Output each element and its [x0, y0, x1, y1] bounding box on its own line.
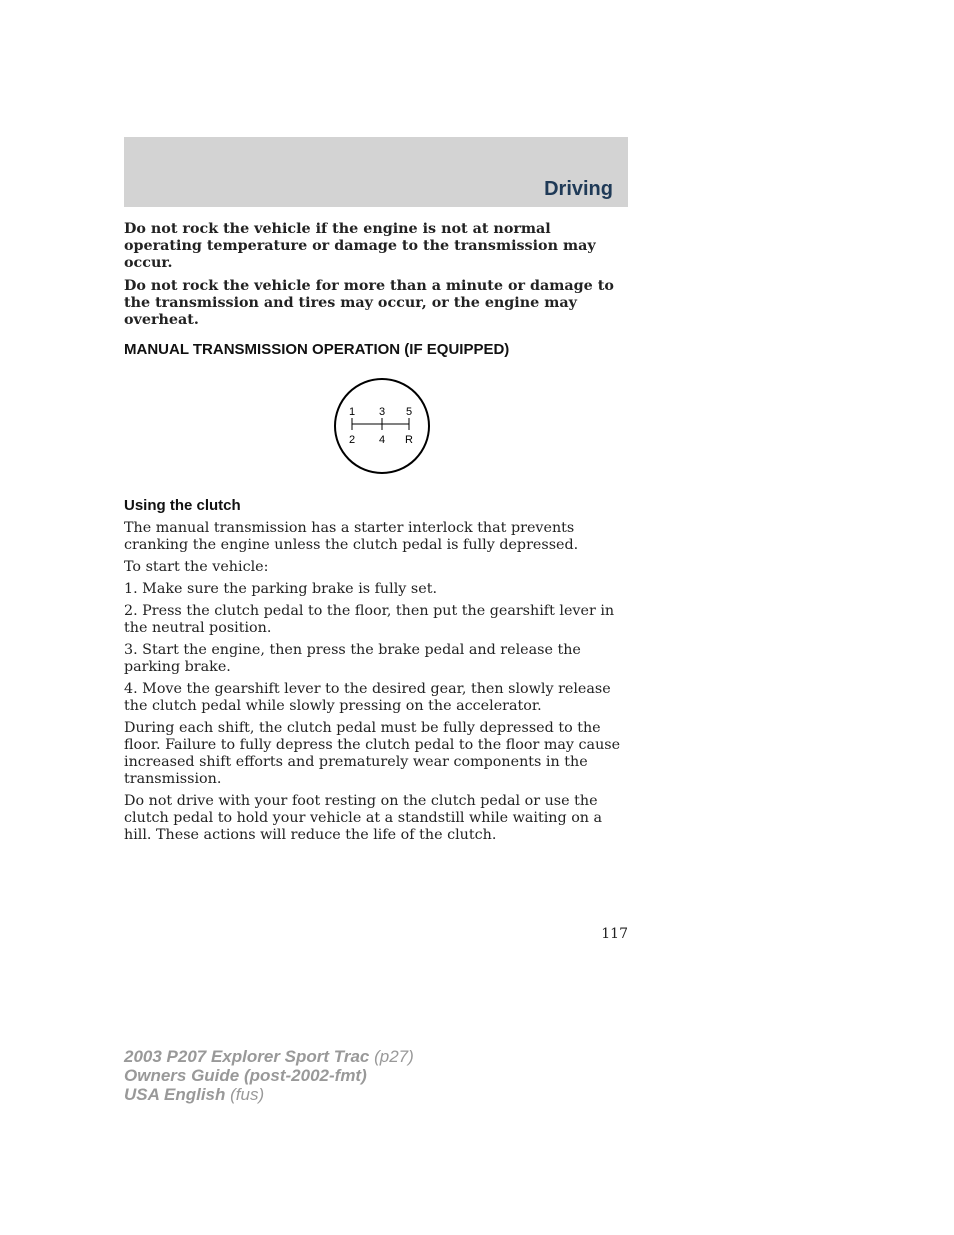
step-item: 2. Press the clutch pedal to the floor, then put the gearshift lever in the neutral position.: [124, 603, 615, 636]
gear-label-4: 4: [378, 434, 386, 446]
footer-guide: Owners Guide (post-2002-fmt): [124, 1066, 367, 1085]
gear-label-2: 2: [348, 434, 356, 446]
footer-language: USA English: [124, 1085, 226, 1104]
footer-line-3: [124, 1085, 414, 1104]
footer-line-2: [124, 1066, 414, 1085]
body-paragraph: The manual transmission has a starter interlock that prevents cranking the engine unless the clutch pedal is fully depressed.: [124, 520, 579, 553]
warning-paragraph: Do not rock the vehicle if the engine is not at normal operating temperature or damage to the transmission may occur.: [124, 221, 596, 271]
footer-line-1: [124, 1047, 414, 1066]
section-header-band: [124, 137, 628, 207]
gear-label-1: 1: [348, 406, 356, 418]
section-heading: MANUAL TRANSMISSION OPERATION (IF EQUIPPED): [124, 341, 510, 358]
footer-model-code: (p27): [374, 1047, 414, 1066]
step-item: 4. Move the gearshift lever to the desired gear, then slowly release the clutch pedal while slowly pressing on the accelerator.: [124, 681, 611, 714]
body-paragraph: Do not drive with your foot resting on the clutch pedal or use the clutch pedal to hold your vehicle at a standstill while waiting on a hill. These actions will reduce the life of the clutch.: [124, 793, 603, 843]
page-number: 117: [601, 926, 628, 942]
shift-pattern-diagram: [124, 358, 628, 488]
page-content: [124, 221, 628, 849]
gear-label-5: 5: [405, 406, 413, 418]
step-item: 1. Make sure the parking brake is fully set.: [124, 581, 437, 597]
footer-language-code: (fus): [230, 1085, 265, 1104]
footer-model: 2003 P207 Explorer Sport Trac: [124, 1047, 370, 1066]
gear-label-3: 3: [378, 406, 386, 418]
subsection-heading: Using the clutch: [124, 497, 241, 514]
document-footer: [124, 1047, 414, 1104]
warning-paragraph: Do not rock the vehicle for more than a minute or damage to the transmission and tires may occur, or the engine may overheat.: [124, 278, 614, 328]
gear-label-r: R: [405, 434, 413, 446]
gearshift-pattern-icon: [334, 378, 434, 478]
section-title: Driving: [544, 178, 613, 200]
step-item: 3. Start the engine, then press the brake pedal and release the parking brake.: [124, 642, 581, 675]
body-paragraph: To start the vehicle:: [124, 559, 269, 575]
body-paragraph: During each shift, the clutch pedal must be fully depressed to the floor. Failure to fully depress the clutch pedal to the floor may cause increased shift efforts and prematurely wear components in the transmission.: [124, 720, 621, 787]
